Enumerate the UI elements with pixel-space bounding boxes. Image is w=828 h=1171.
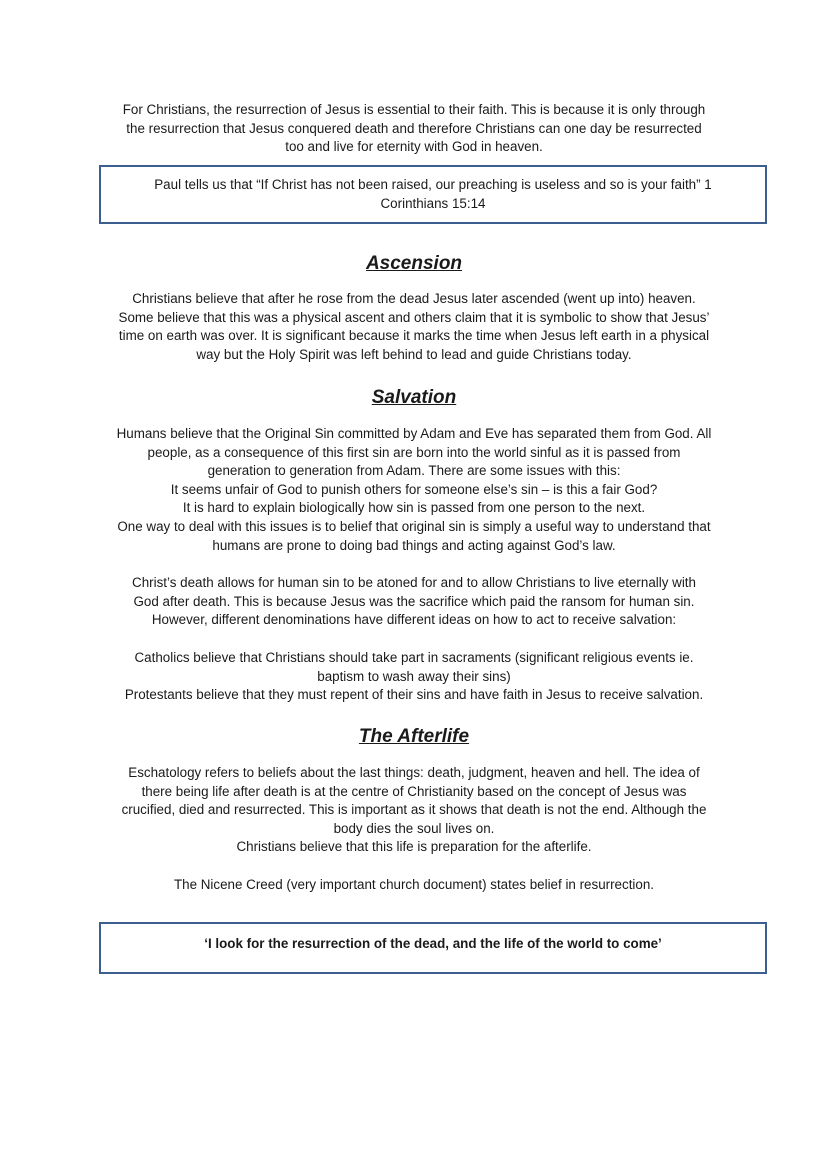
intro-paragraph xyxy=(90,101,738,157)
afterlife-heading: The Afterlife xyxy=(358,726,470,747)
salvation-line: Protestants believe that they must repent of their sins and have faith in Jesus to receive salvation. xyxy=(124,687,704,703)
salvation-line: One way to deal with this issues is to belief that original sin is simply a useful way to understand that xyxy=(117,518,711,534)
salvation-paragraph-1 xyxy=(90,425,738,555)
paul-quote-box xyxy=(99,165,767,224)
salvation-line: It is hard to explain biologically how sin is passed from one person to the next. xyxy=(182,500,646,516)
salvation-paragraph-3 xyxy=(90,649,738,705)
salvation-line: baptism to wash away their sins) xyxy=(317,668,511,684)
quote-line: Paul tells us that “If Christ has not been raised, our preaching is useless and so is your faith” 1 xyxy=(154,177,712,192)
salvation-line: Humans believe that the Original Sin committed by Adam and Eve has separated them from God. All xyxy=(116,426,712,441)
afterlife-line: there being life after death is at the centre of Christianity based on the concept of Jesus was xyxy=(141,783,687,799)
salvation-line: However, different denominations have different ideas on how to act to receive salvation: xyxy=(151,612,677,628)
afterlife-line: body dies the soul lives on. xyxy=(333,820,495,836)
salvation-line: humans are prone to doing bad things and acting against God’s law. xyxy=(212,537,616,553)
nicene-creed-quote-box xyxy=(99,922,767,974)
afterlife-line: The Nicene Creed (very important church document) states belief in resurrection. xyxy=(173,877,655,892)
salvation-heading: Salvation xyxy=(371,387,457,408)
intro-line: the resurrection that Jesus conquered death and therefore Christians can one day be resurrected xyxy=(126,120,702,136)
afterlife-paragraph-2 xyxy=(90,876,738,895)
salvation-line: Christ’s death allows for human sin to be atoned for and to allow Christians to live eternally with xyxy=(132,575,696,590)
ascension-line: way but the Holy Spirit was left behind to lead and guide Christians today. xyxy=(196,346,632,362)
ascension-line: time on earth was over. It is significant because it marks the time when Jesus left earth in a physical xyxy=(118,328,710,344)
salvation-paragraph-2 xyxy=(90,574,738,630)
salvation-line: It seems unfair of God to punish others for someone else’s sin – is this a fair God? xyxy=(170,481,658,497)
intro-line: For Christians, the resurrection of Jesus is essential to their faith. This is because it is only through xyxy=(122,102,706,117)
salvation-line: people, as a consequence of this first sin are born into the world sinful as it is passed from xyxy=(147,444,681,460)
afterlife-paragraph-1 xyxy=(90,764,738,857)
salvation-line: Catholics believe that Christians should take part in sacraments (significant religious events ie. xyxy=(134,650,694,665)
afterlife-line: Eschatology refers to beliefs about the last things: death, judgment, heaven and hell. The idea of xyxy=(128,765,700,780)
afterlife-line: Christians believe that this life is preparation for the afterlife. xyxy=(236,839,592,855)
ascension-line: Christians believe that after he rose from the dead Jesus later ascended (went up into) heaven. xyxy=(132,291,696,306)
ascension-heading: Ascension xyxy=(365,253,463,274)
ascension-paragraph xyxy=(90,290,738,364)
quote-line: Corinthians 15:14 xyxy=(380,195,486,211)
ascension-line: Some believe that this was a physical ascent and others claim that it is symbolic to show that Jesus’ xyxy=(118,309,710,325)
creed-quote: ‘I look for the resurrection of the dead, and the life of the world to come’ xyxy=(204,936,662,951)
salvation-line: generation to generation from Adam. There are some issues with this: xyxy=(207,463,621,479)
salvation-line: God after death. This is because Jesus was the sacrifice which paid the ransom for human sin. xyxy=(133,593,695,609)
intro-line: too and live for eternity with God in heaven. xyxy=(285,139,543,155)
afterlife-line: crucified, died and resurrected. This is important as it shows that death is not the end. Although the xyxy=(121,802,707,818)
